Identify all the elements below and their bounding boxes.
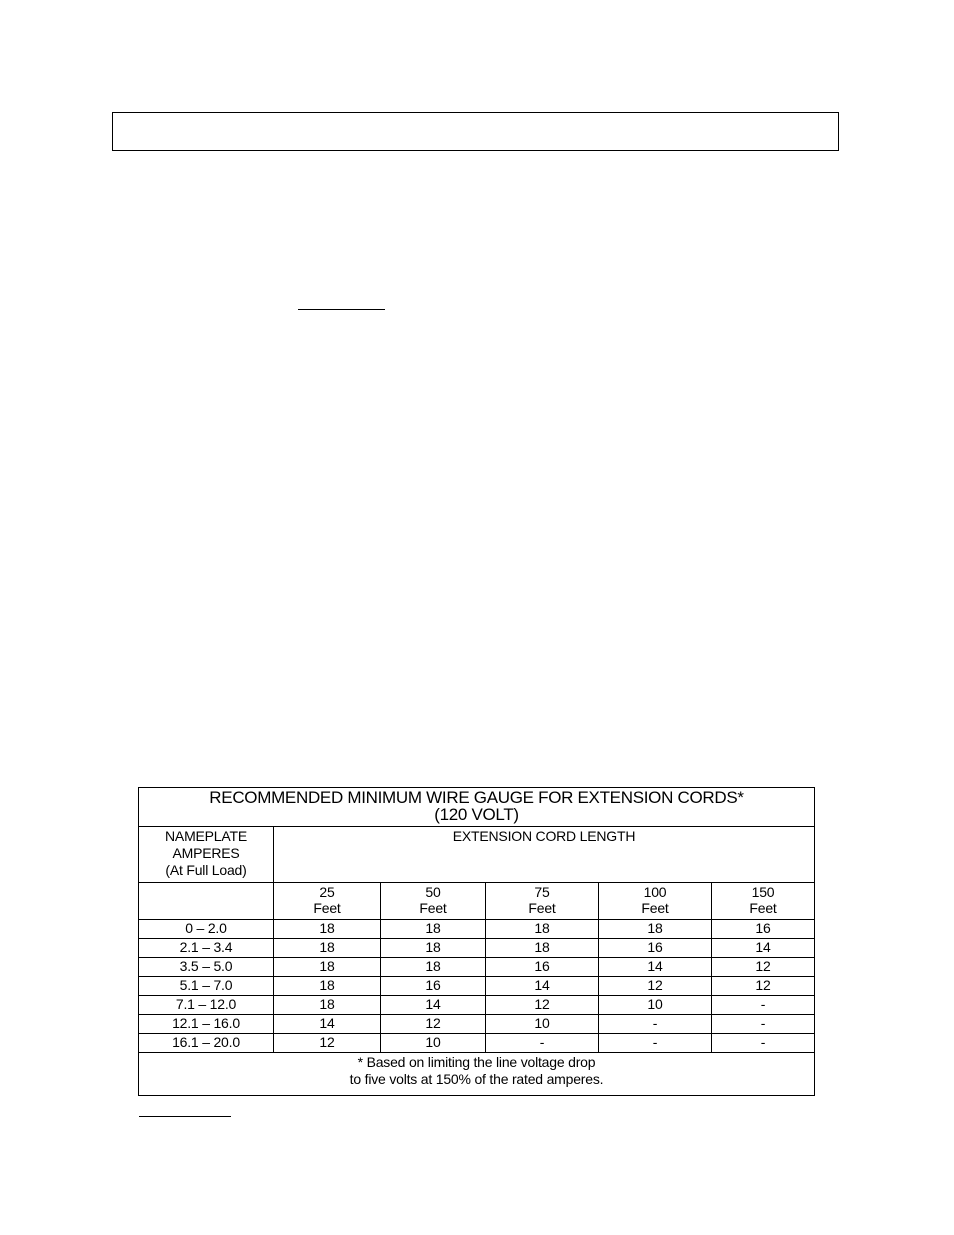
- length-columns-row: [139, 883, 815, 920]
- length-value: 25: [319, 884, 335, 900]
- gauge-cell: 16: [712, 920, 815, 939]
- table-row: [139, 920, 815, 939]
- length-column-header: [712, 883, 815, 920]
- gauge-cell: 12: [381, 1015, 486, 1034]
- gauge-cell: -: [599, 1015, 712, 1034]
- wire-gauge-table: [138, 787, 815, 1096]
- gauge-cell: 16: [486, 958, 599, 977]
- footnote-line1: * Based on limiting the line voltage drop: [357, 1054, 596, 1070]
- gauge-cell: -: [712, 996, 815, 1015]
- amps-cell: 3.5 – 5.0: [139, 958, 274, 977]
- gauge-cell: -: [712, 1034, 815, 1053]
- amps-cell: 12.1 – 16.0: [139, 1015, 274, 1034]
- gauge-cell: 12: [274, 1034, 381, 1053]
- gauge-cell: 12: [599, 977, 712, 996]
- length-value: 100: [643, 884, 667, 900]
- length-value: 150: [751, 884, 775, 900]
- gauge-cell: 18: [274, 977, 381, 996]
- gauge-cell: -: [486, 1034, 599, 1053]
- table-row: [139, 958, 815, 977]
- gauge-cell: 12: [712, 977, 815, 996]
- amperes-header-line: (At Full Load): [165, 862, 247, 878]
- gauge-cell: 18: [381, 939, 486, 958]
- amperes-header-line: AMPERES: [172, 845, 240, 861]
- gauge-cell: 14: [599, 958, 712, 977]
- table-row: [139, 996, 815, 1015]
- amps-cell: 7.1 – 12.0: [139, 996, 274, 1015]
- table-title: [139, 788, 815, 827]
- length-unit: Feet: [419, 900, 447, 916]
- amperes-header-line: NAMEPLATE: [165, 828, 247, 844]
- gauge-cell: -: [599, 1034, 712, 1053]
- length-column-header: [274, 883, 381, 920]
- length-value: 50: [425, 884, 441, 900]
- table-title-line2: (120 VOLT): [434, 805, 519, 824]
- table-title-line1: RECOMMENDED MINIMUM WIRE GAUGE FOR EXTENSION CORDS*: [209, 788, 744, 807]
- footnote-line2: to five volts at 150% of the rated amperes.: [349, 1071, 604, 1087]
- amps-cell: 16.1 – 20.0: [139, 1034, 274, 1053]
- table-row: [139, 939, 815, 958]
- table-row: [139, 1015, 815, 1034]
- header-box: [112, 112, 839, 151]
- amps-cell: 2.1 – 3.4: [139, 939, 274, 958]
- empty-cell: [139, 883, 274, 920]
- underline-rule: [139, 1116, 231, 1117]
- gauge-cell: 14: [274, 1015, 381, 1034]
- amps-cell: 0 – 2.0: [139, 920, 274, 939]
- length-column-header: [599, 883, 712, 920]
- length-header: EXTENSION CORD LENGTH: [274, 827, 815, 883]
- gauge-cell: 10: [599, 996, 712, 1015]
- gauge-cell: 14: [486, 977, 599, 996]
- gauge-cell: 18: [486, 920, 599, 939]
- gauge-cell: 18: [599, 920, 712, 939]
- gauge-cell: 10: [486, 1015, 599, 1034]
- amperes-header: [139, 827, 274, 883]
- amps-cell: 5.1 – 7.0: [139, 977, 274, 996]
- length-unit: Feet: [313, 900, 341, 916]
- gauge-cell: 18: [486, 939, 599, 958]
- gauge-cell: 12: [712, 958, 815, 977]
- gauge-cell: 10: [381, 1034, 486, 1053]
- gauge-cell: 16: [381, 977, 486, 996]
- table-row: [139, 977, 815, 996]
- table-row: [139, 1034, 815, 1053]
- gauge-cell: 14: [381, 996, 486, 1015]
- gauge-cell: 18: [381, 958, 486, 977]
- gauge-cell: -: [712, 1015, 815, 1034]
- gauge-cell: 18: [274, 996, 381, 1015]
- gauge-cell: 18: [274, 920, 381, 939]
- gauge-cell: 14: [712, 939, 815, 958]
- gauge-cell: 18: [381, 920, 486, 939]
- gauge-cell: 16: [599, 939, 712, 958]
- gauge-cell: 12: [486, 996, 599, 1015]
- gauge-cell: 18: [274, 939, 381, 958]
- length-unit: Feet: [641, 900, 669, 916]
- table-footnote: [139, 1053, 815, 1096]
- gauge-cell: 18: [274, 958, 381, 977]
- length-unit: Feet: [749, 900, 777, 916]
- length-column-header: [486, 883, 599, 920]
- length-column-header: [381, 883, 486, 920]
- length-value: 75: [534, 884, 550, 900]
- underline-rule: [298, 309, 385, 310]
- length-unit: Feet: [528, 900, 556, 916]
